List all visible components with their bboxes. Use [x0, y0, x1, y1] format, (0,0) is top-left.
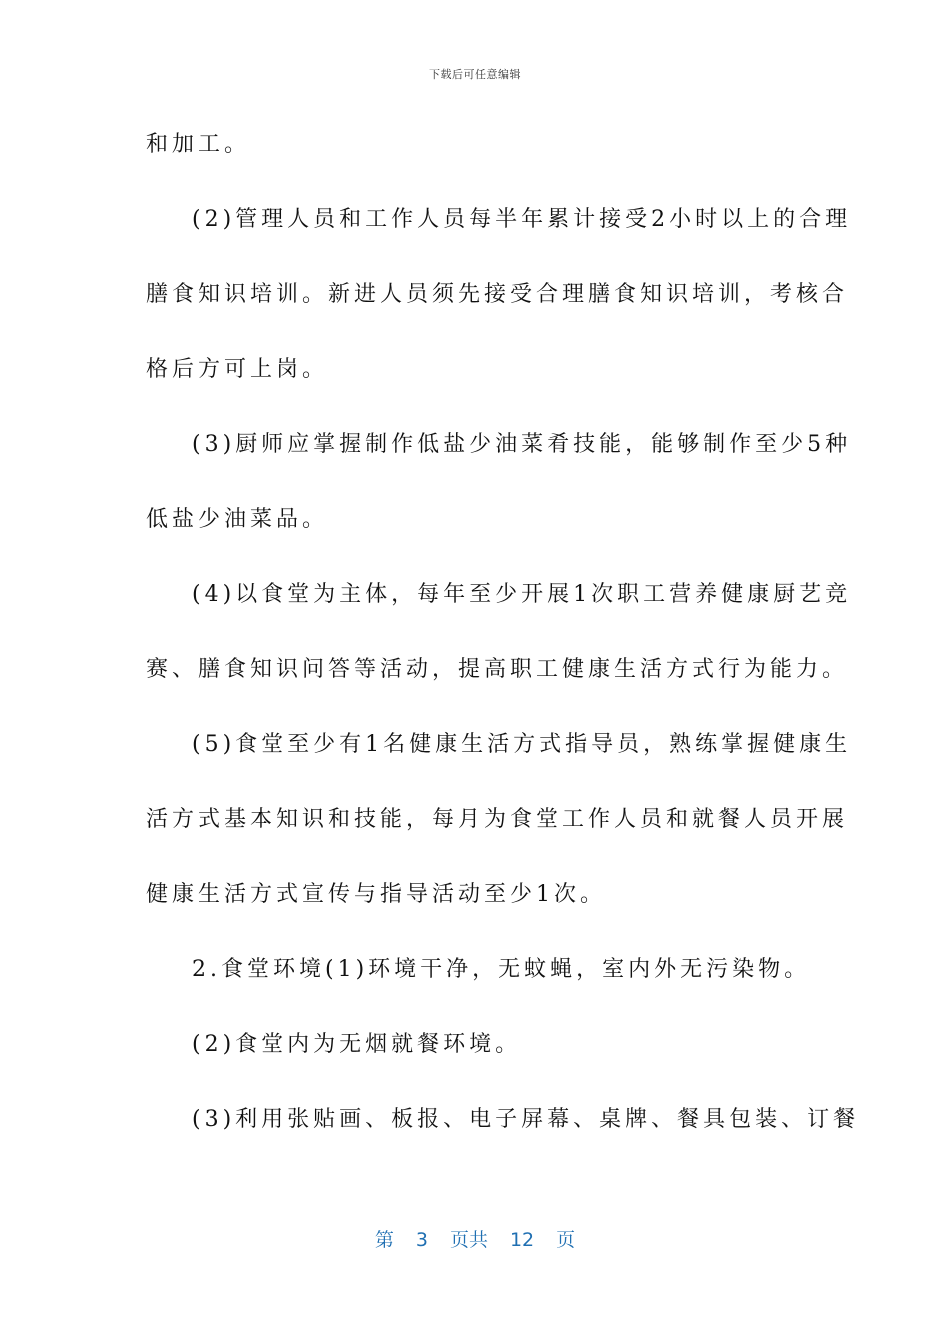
text-line: (3)厨师应掌握制作低盐少油菜肴技能，能够制作至少5种 [192, 432, 852, 457]
text-line: 和加工。 [146, 132, 251, 157]
footer-suffix: 页 [556, 1229, 576, 1251]
current-page-number: 3 [415, 1229, 428, 1251]
text-line: 格后方可上岗。 [146, 357, 329, 382]
text-line: 膳食知识培训。新进人员须先接受合理膳食知识培训，考核合 [146, 282, 849, 307]
text-line: (5)食堂至少有1名健康生活方式指导员，熟练掌握健康生 [192, 732, 852, 757]
text-line: (2)管理人员和工作人员每半年累计接受2小时以上的合理 [192, 207, 852, 232]
page-footer [0, 1225, 950, 1252]
text-line: 赛、膳食知识问答等活动，提高职工健康生活方式行为能力。 [146, 657, 849, 682]
text-line: (2)食堂内为无烟就餐环境。 [192, 1032, 522, 1057]
page-header: 下载后可任意编辑 [429, 68, 521, 81]
text-line: 2.食堂环境(1)环境干净，无蚊蝇，室内外无污染物。 [192, 957, 811, 982]
text-line: (3)利用张贴画、板报、电子屏幕、桌牌、餐具包装、订餐 [192, 1107, 860, 1132]
footer-prefix: 第 [374, 1229, 394, 1251]
text-line: (4)以食堂为主体，每年至少开展1次职工营养健康厨艺竞 [192, 582, 852, 607]
total-pages-number: 12 [509, 1229, 535, 1251]
text-line: 健康生活方式宣传与指导活动至少1次。 [146, 882, 606, 907]
footer-middle: 页共 [449, 1229, 488, 1251]
text-line: 活方式基本知识和技能，每月为食堂工作人员和就餐人员开展 [146, 807, 849, 832]
text-line: 低盐少油菜品。 [146, 507, 329, 532]
